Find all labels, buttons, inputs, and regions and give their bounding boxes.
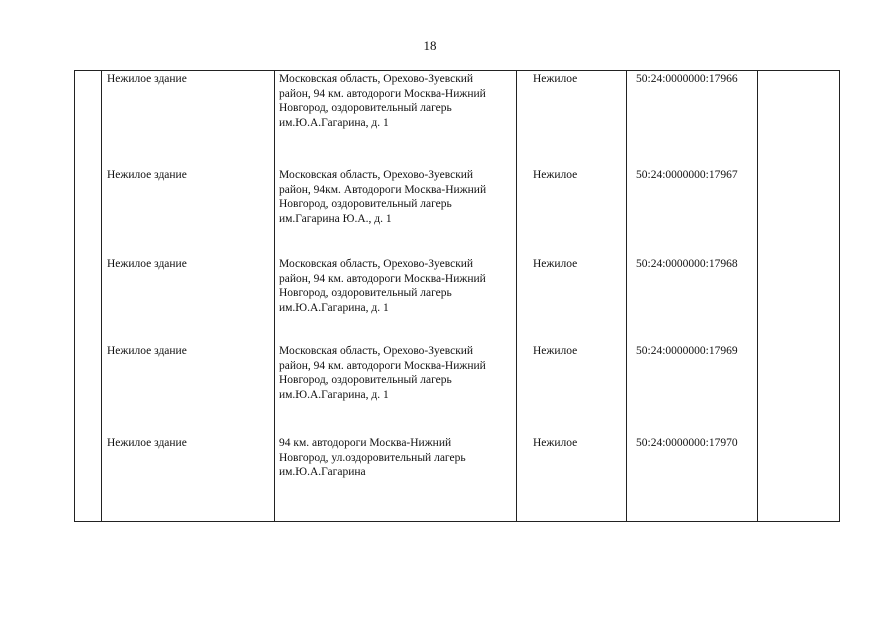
property-table [74, 70, 840, 522]
object-address [279, 257, 514, 315]
address-line: Московская область, Орехово-Зуевский [279, 169, 474, 181]
address-line: Новгород, оздоровительный лагерь [279, 102, 452, 114]
address-line: район, 94 км. автодороги Москва-Нижний [279, 272, 486, 285]
address-line: Новгород, оздоровительный лагерь [279, 287, 452, 299]
address-line: им.Ю.А.Гагарина, д. 1 [279, 116, 389, 129]
cadastral-number: 50:24:0000000:17969 [636, 345, 738, 357]
address-line: Новгород, ул.оздоровительный лагерь [279, 451, 466, 464]
object-address [279, 168, 514, 226]
cadastral-number: 50:24:0000000:17966 [636, 73, 738, 85]
address-line: им.Ю.А.Гагарина, д. 1 [279, 301, 389, 314]
object-purpose: Нежилое [533, 345, 578, 357]
object-type: Нежилое здание [107, 258, 187, 270]
address-line: Московская область, Орехово-Зуевский [279, 345, 474, 357]
cadastral-number: 50:24:0000000:17967 [636, 169, 738, 181]
cadastral-number: 50:24:0000000:17970 [636, 437, 738, 449]
object-purpose: Нежилое [533, 258, 578, 270]
address-line: им.Гагарина Ю.А., д. 1 [279, 212, 392, 225]
object-purpose: Нежилое [533, 73, 578, 85]
column-divider [757, 71, 758, 521]
column-divider [274, 71, 275, 521]
address-line: им.Ю.А.Гагарина, д. 1 [279, 388, 389, 401]
object-purpose: Нежилое [533, 169, 578, 181]
object-address [279, 436, 514, 480]
address-line: 94 км. автодороги Москва-Нижний [279, 437, 452, 449]
object-type: Нежилое здание [107, 437, 187, 449]
address-line: район, 94км. Автодороги Москва-Нижний [279, 183, 487, 196]
page-number: 18 [423, 38, 437, 53]
column-divider [516, 71, 517, 521]
address-line: Московская область, Орехово-Зуевский [279, 258, 474, 270]
object-purpose: Нежилое [533, 437, 578, 449]
column-divider [626, 71, 627, 521]
address-line: Московская область, Орехово-Зуевский [279, 73, 474, 85]
object-address [279, 72, 514, 130]
object-address [279, 344, 514, 402]
object-type: Нежилое здание [107, 345, 187, 357]
object-type: Нежилое здание [107, 169, 187, 181]
address-line: район, 94 км. автодороги Москва-Нижний [279, 87, 486, 100]
cadastral-number: 50:24:0000000:17968 [636, 258, 738, 270]
address-line: район, 94 км. автодороги Москва-Нижний [279, 359, 486, 372]
address-line: Новгород, оздоровительный лагерь [279, 374, 452, 386]
address-line: Новгород, оздоровительный лагерь [279, 198, 452, 210]
address-line: им.Ю.А.Гагарина [279, 466, 366, 478]
object-type: Нежилое здание [107, 73, 187, 85]
column-divider [101, 71, 102, 521]
